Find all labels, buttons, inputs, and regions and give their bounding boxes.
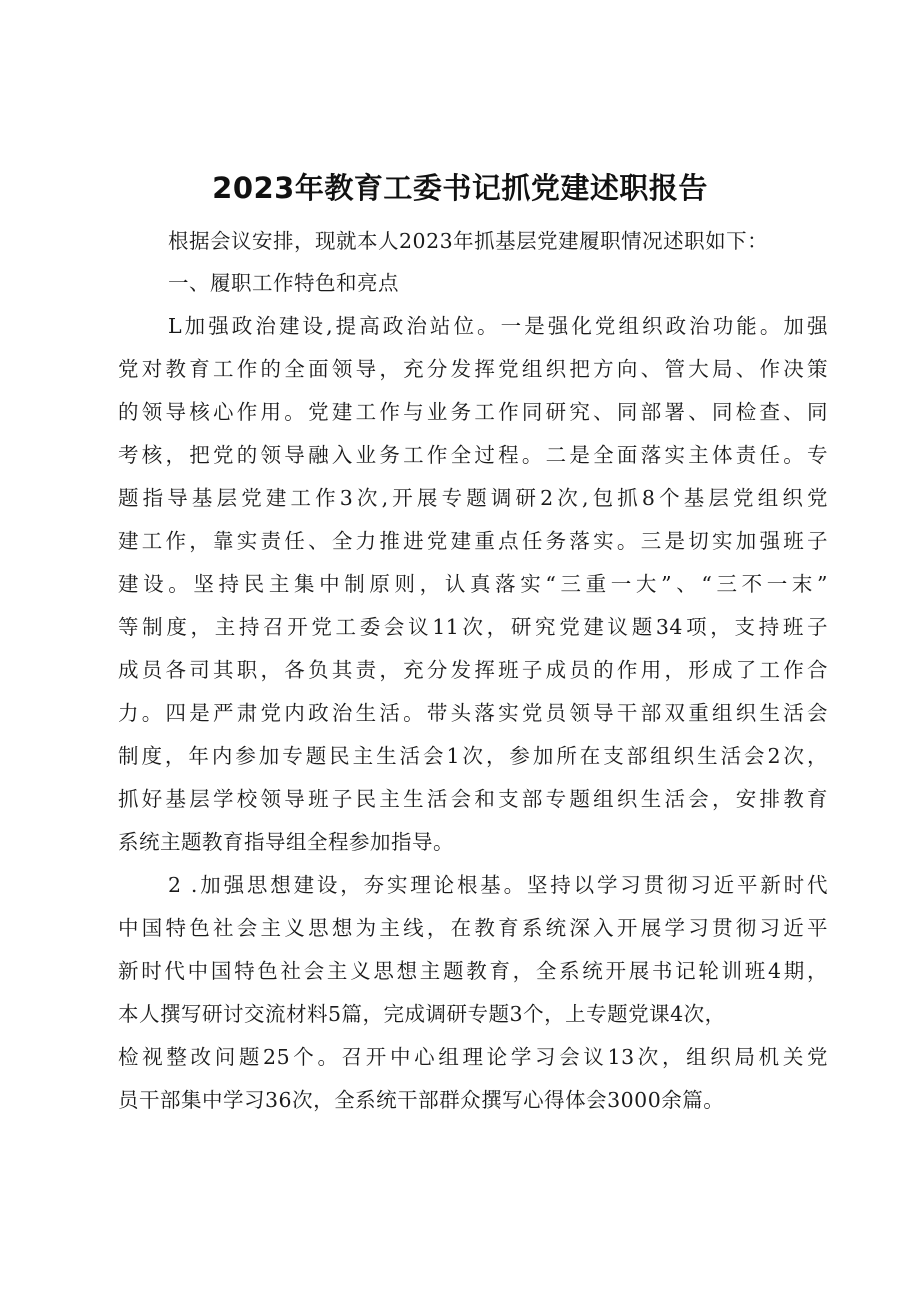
body-line: 抓好基层学校领导班子民主生活会和支部专题组织生活会，安排教育 — [118, 787, 828, 811]
body-line: 中国特色社会主义思想为主线，在教育系统深入开展学习贯彻习近平 — [118, 916, 828, 940]
body-line: 力。四是严肃党内政治生活。带头落实党员领导干部双重组织生活会 — [118, 701, 828, 725]
body-line: 题指导基层党建工作3次,开展专题调研2次,包抓8个基层党组织党 — [118, 486, 828, 510]
body-line: 建工作，靠实责任、全力推进党建重点任务落实。三是切实加强班子 — [118, 529, 828, 553]
body-line: 本人撰写研讨交流材料5篇，完成调研专题3个，上专题党课4次， — [118, 1002, 726, 1026]
body-line: 系统主题教育指导组全程参加指导。 — [118, 830, 454, 854]
body-line: L加强政治建设,提高政治站位。一是强化党组织政治功能。加强 — [168, 314, 828, 338]
section-heading: 一、履职工作特色和亮点 — [168, 271, 399, 295]
body-line: 等制度，主持召开党工委会议11次，研究党建议题34项，支持班子 — [118, 615, 828, 639]
body-line: 新时代中国特色社会主义思想主题教育，全系统开展书记轮训班4期， — [118, 959, 828, 983]
document-title: 2023年教育工委书记抓党建述职报告 — [212, 171, 708, 205]
body-line: 考核，把党的领导融入业务工作全过程。二是全面落实主体责任。专 — [118, 443, 828, 467]
body-line: 的领导核心作用。党建工作与业务工作同研究、同部署、同检查、同 — [118, 400, 828, 424]
body-line: 制度，年内参加专题民主生活会1次，参加所在支部组织生活会2次， — [118, 744, 828, 768]
body-line: 成员各司其职，各负其责，充分发挥班子成员的作用，形成了工作合 — [118, 658, 828, 682]
body-line: 检视整改问题25个。召开中心组理论学习会议13次，组织局机关党 — [118, 1045, 828, 1069]
body-line: 2 .加强思想建设，夯实理论根基。坚持以学习贯彻习近平新时代 — [168, 873, 828, 897]
body-line: 党对教育工作的全面领导，充分发挥党组织把方向、管大局、作决策 — [118, 357, 828, 381]
body-line: 根据会议安排，现就本人2023年抓基层党建履职情况述职如下： — [168, 229, 769, 253]
body-line: 员干部集中学习36次，全系统干部群众撰写心得体会3000余篇。 — [118, 1088, 725, 1112]
body-line: 建设。坚持民主集中制原则，认真落实“三重一大”、“三不一末” — [118, 572, 828, 596]
